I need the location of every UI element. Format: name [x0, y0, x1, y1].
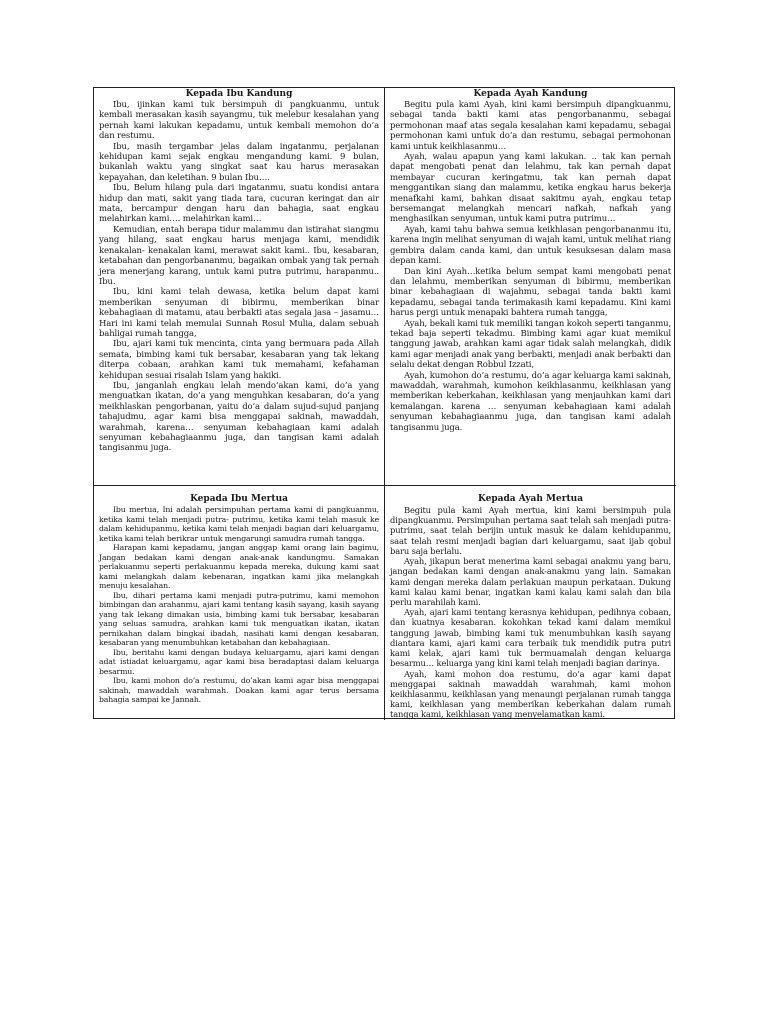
paragraph: Ayah, walau apapun yang kami lakukan. .. tak kan pernah dapat mengobati penat dan lelahmu, tak kan pernah dapat membayar cucuran keringatmu, tak kan pernah dapat menggantikan siang dan malammu, ketika engkau harus bekerja menafkahi kami, bahkan disaat sakitmu ayah, engkau tetap bersemangat melangkah mencari nafkah, nafkah yang menghasilkan senyuman, untuk kami putra putrimu…	[390, 152, 671, 225]
paragraph: Ibu, dihari pertama kami menjadi putra-putrimu, kami memohon bimbingan dan arahanmu, ajari kami tentang kasih sayang, kasih sayang yang tak lekang dimakan usia, bimbing kami tuk bersabar, kesabaran yang seluas samudra, arahkan kami tuk menguatkan ikatan, ikatan pernikahan dalam bingkai ibadah, nasihati kami dengan kesabaran, kesabaran yang menumbuhkan ketabahan dan kebahagiaan.	[99, 590, 379, 647]
section-title: Kepada Ayah Kandung	[473, 89, 588, 99]
paragraph: Ibu, masih tergambar jelas dalam ingatanmu, perjalanan kehidupan kami sejak engkau mengandung kami. 9 bulan, bukanlah waktu yang singkat saat kau harus merasakan kepayahan, dan keletihan. 9 bulan Ibu….	[99, 141, 379, 183]
section-title: Kepada Ayah Mertua	[477, 494, 584, 504]
paragraph: Ayah, bekali kami tuk memiliki tangan kokoh seperti tanganmu, tekad baja seperti tekadmu. Bimbing kami agar kuat memikul tanggung jawab, arahkan kami agar tidak salah melangkah, didik kami agar menjadi anak yang berbakti, menjadi anak berbakti dan selalu dekat dengan Robbul Izzati,	[390, 318, 671, 371]
paragraph: Ayah, kami tahu bahwa semua keikhlasan pengorbananmu itu, karena ingin melihat senyuman di wajah kami, untuk melihat riang gembira dalam canda kami, dan untuk kesuksesan dalam masa depan kami.	[390, 224, 671, 267]
paragraph: Ayah, jikapun berat menerima kami sebagai anakmu yang baru, jangan bedakan kami dengan anak-anakmu yang lain. Samakan kami dengan mereka dalam perlakuan maupun perkataan. Dukung kami kalau kami benar, ingatkan kami kalau kami salah dan bila perlu marahilah kami.	[390, 556, 671, 607]
paragraph: Ayah, ajari kami tentang kerasnya kehidupan, pedihnya cobaan, dan kuatnya kesabaran. kokohkan tekad kami dalam memikul tanggung jawab, bimbing kami tuk menumbuhkan kasih sayang diantara kami, ajari kami cara terbaik tuk mendidik putra putri kami kelak, ajari kami tuk bermuamalah dengan keluarga besarmu… keluarga yang kini kami telah menjadi bagian darinya.	[390, 607, 671, 669]
paragraph: Ibu mertua, Ini adalah persimpuhan pertama kami di pangkuanmu, ketika kami telah menjadi putra- putrimu, ketika kami telah masuk ke dalam kehidupanmu, ketika kami telah menjadi bagian dari keluargamu, ketika kami telah berikrar untuk mengarungi samudra rumah tangga.	[99, 505, 379, 543]
section-title: Kepada Ibu Mertua	[190, 494, 288, 504]
paragraph: Ibu, ajari kami tuk mencinta, cinta yang bermuara pada Allah semata, bimbing kami tuk bersabar, kesabaran yang tak lekang diterpa cobaan, arahkan kami tuk memahami, kefahaman kehidupan sesuai risalah Islam yang hakiki.	[99, 339, 379, 381]
paragraph: Ibu, janganlah engkau lelah mendo’akan kami, do’a yang menguatkan ikatan, do’a yang menguhkan kesabaran, do’a yang meikhlaskan pengorbanan, yaitu do’a dalam sujud-sujud panjang tahajudmu, agar kami bisa menggapai sakinah, mawaddah, warahmah, karena… senyuman kebahagiaan kami adalah senyuman kebahagiaanmu juga, dan tangisan kami adalah tangisanmu juga.	[99, 380, 379, 454]
paragraph: Dan kini Ayah…ketika belum sempat kami mengobati penat dan lelahmu, memberikan senyuman di bibirmu, memberikan binar kebahagiaan di wajahmu, sebagai tanda bakti kami kepadamu, sebagai tanda terimakasih kami kepadamu. Kini kami harus pergi untuk menapaki bahtera rumah tangga,	[390, 266, 671, 319]
paragraph: Ayah, kumohon do’a restumu, do’a agar keluarga kami sakinah, mawaddah, warahmah, kumohon keikhlasanmu, keikhlasan yang memberikan keberkahan, keikhlasan yang menjauhkan kami dari kemalangan. karena … senyuman kebahagiaan kami adalah senyuman kebahagiaanmu juga, dan tangisan kami adalah tangisanmu juga.	[390, 370, 671, 433]
section-ayah-mertua	[385, 486, 676, 720]
section-ibu-kandung	[94, 88, 385, 486]
paragraph: Ibu, kini kami telah dewasa, ketika belum dapat kami memberikan senyuman di bibirmu, memberikan binar kebahagiaan di matamu, atau berbakti atas segala jasa – jasamu… Hari ini kami telah memulai Sunnah Rosul Mulia, dalam sebuah bahligai rumah tangga,	[99, 287, 379, 339]
letter-sheet	[93, 87, 675, 719]
section-ibu-mertua	[94, 486, 385, 720]
paragraph: Harapan kami kepadamu, jangan anggap kami orang lain bagimu, Jangan bedakan kami dengan anak-anak kandungmu. Samakan perlakuanmu seperti perlakuanmu kepada mereka, dukung kami saat kami melangkah dalam kebenaran, ingatkan kami jika melangkah menuju kesalahan.	[99, 543, 379, 590]
paragraph: Begitu pula kami Ayah mertua, kini kami bersimpuh pula dipangkuanmu. Persimpuhan pertama saat telah sah menjadi putra- putrimu, saat telah berijin untuk masuk ke dalam kehidupanmu, saat telah resmi menjadi bagian dari keluargamu, saat ijab qobul baru saja berlalu.	[390, 505, 671, 556]
section-title: Kepada Ibu Kandung	[185, 89, 293, 99]
paragraph: Ibu, Belum hilang pula dari ingatanmu, suatu kondisi antara hidup dan mati, sakit yang tiada tara, cucuran keringat dan air mata, bercampur dengan haru dan bahagia, saat engkau melahirkan kami…. melahirkan kami…	[99, 183, 379, 225]
paragraph: Ayah, kami mohon doa restumu, do’a agar kami dapat menggapai sakinah mawaddah warahmah, kami mohon keikhlasanmu, keikhlasan yang menaungi perjalanan rumah tangga kami, keikhlasan yang memberikan keberkahan dalam rumah tangga kami, keikhlasan yang menyelamatkan kami.	[390, 668, 671, 720]
paragraph: Ibu, ijinkan kami tuk bersimpuh di pangkuanmu, untuk kembali merasakan kasih sayangmu, tuk melebur kesalahan yang pernah kami lakukan kepadamu, untuk kembali memohon do’a dan restumu.	[99, 100, 379, 142]
section-ayah-kandung	[385, 88, 676, 486]
paragraph: Kemudian, entah berapa tidur malammu dan istirahat siangmu yang hilang, saat engkau harus menjaga kami, mendidik kenakalan- kenakalan kami, merawat sakit kami.. Ibu, kesabaran, ketabahan dan pengorbananmu, bagaikan ombak yang tak pernah jera menerjang karang, untuk kami putra putrimu, harapanmu.. Ibu.	[99, 224, 379, 287]
paragraph: Ibu, beritahu kami dengan budaya keluargamu, ajari kami dengan adat istiadat keluargamu, agar kami bisa beradaptasi dalam keluarga besarmu.	[99, 647, 379, 676]
paragraph: Ibu, kami mohon do’a restumu, do’akan kami agar bisa menggapai sakinah, mawaddah warahmah. Doakan kami agar terus bersama bahagia sampai ke Jannah.	[99, 676, 379, 704]
paragraph: Begitu pula kami Ayah, kini kami bersimpuh dipangkuanmu, sebagai tanda bakti kami atas pengorbananmu, sebagai permohonan maaf atas segala kesalahan kami kepadamu, sebagai permohonan kami untuk do’a dan restumu, sebagai permohonan kami untuk keikhlasanmu…	[390, 100, 671, 152]
